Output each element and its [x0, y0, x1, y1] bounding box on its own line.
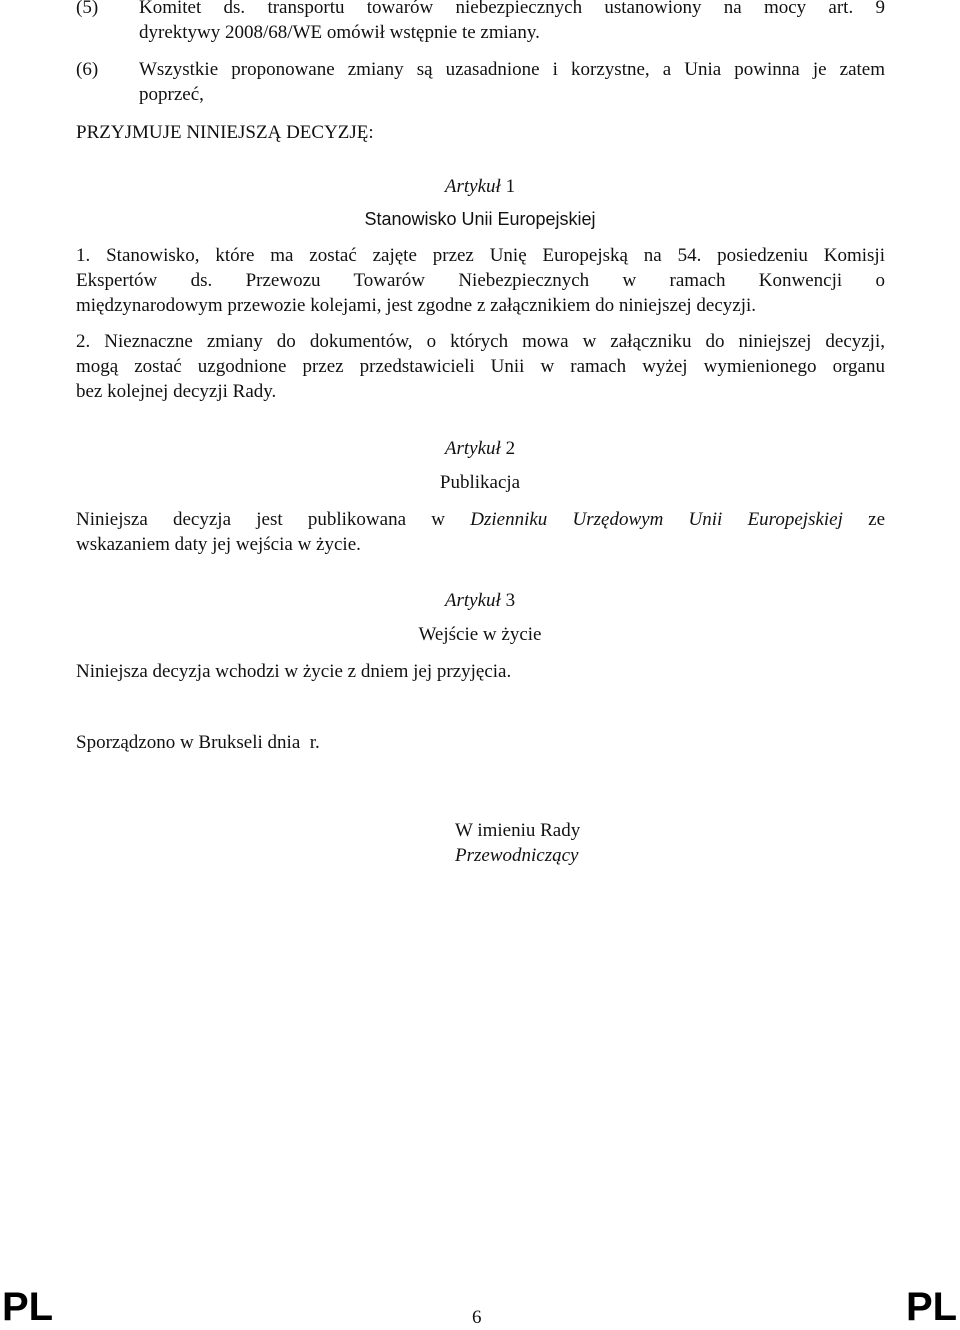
signature-role: Przewodniczący	[455, 845, 579, 866]
recital-text-line: Wszystkie proponowane zmiany są uzasadnione i korzystne, a Unia powinna je zatem	[139, 59, 885, 80]
article-2-text-line	[76, 507, 885, 532]
article-2-heading	[0, 436, 960, 461]
article-number: 3	[505, 590, 516, 611]
footer-language-left: PL	[2, 1285, 54, 1329]
article-3-text: Niniejsza decyzja wchodzi w życie z dniem jej przyjęcia.	[76, 661, 512, 682]
article-1-paragraph-2-line: mogą zostać uzgodnione przez przedstawicieli Unii w ramach wyżej wymienionego organu	[76, 356, 885, 377]
journal-name: Dzienniku Urzędowym Unii Europejskiej	[470, 509, 843, 530]
article-1-paragraph-1-line: międzynarodowym przewozie kolejami, jest zgodne z załącznikiem do niniejszej decyzji.	[76, 295, 757, 316]
article-label: Artykuł	[444, 176, 501, 197]
article-1-paragraph-1-line: Ekspertów ds. Przewozu Towarów Niebezpiecznych w ramach Konwencji o	[76, 270, 885, 291]
signature-line: W imieniu Rady	[455, 820, 581, 841]
footer-language-right: PL	[906, 1285, 958, 1329]
article-2-text-after: ze	[868, 509, 886, 530]
article-3-heading	[0, 588, 960, 613]
enacting-formula: PRZYJMUJE NINIEJSZĄ DECYZJĘ:	[76, 122, 374, 143]
article-number: 2	[505, 438, 516, 459]
article-2-text-line: wskazaniem daty jej wejścia w życie.	[76, 534, 361, 555]
done-at-line: Sporządzono w Brukseli dnia r.	[76, 732, 320, 753]
article-number: 1	[505, 176, 516, 197]
recital-number: (5)	[76, 0, 99, 18]
article-1-paragraph-1-line: 1. Stanowisko, które ma zostać zajęte przez Unię Europejską na 54. posiedzeniu Komisji	[76, 245, 885, 266]
article-2-text-before: Niniejsza decyzja jest publikowana w	[76, 509, 445, 530]
page-number: 6	[472, 1307, 482, 1328]
article-1-paragraph-2-line: bez kolejnej decyzji Rady.	[76, 381, 277, 402]
article-2-title: Publikacja	[439, 472, 521, 493]
article-3-title: Wejście w życie	[418, 624, 542, 645]
article-1-heading	[0, 174, 960, 199]
article-label: Artykuł	[444, 590, 501, 611]
article-1-title: Stanowisko Unii Europejskiej	[364, 209, 596, 229]
recital-text-line: dyrektywy 2008/68/WE omówił wstępnie te zmiany.	[139, 22, 540, 43]
article-label: Artykuł	[444, 438, 501, 459]
recital-text-line: poprzeć,	[139, 84, 204, 105]
recital-text-line: Komitet ds. transportu towarów niebezpiecznych ustanowiony na mocy art. 9	[139, 0, 885, 18]
recital-number: (6)	[76, 59, 99, 80]
article-1-paragraph-2-line: 2. Nieznaczne zmiany do dokumentów, o których mowa w załączniku do niniejszej decyzji,	[76, 331, 885, 352]
